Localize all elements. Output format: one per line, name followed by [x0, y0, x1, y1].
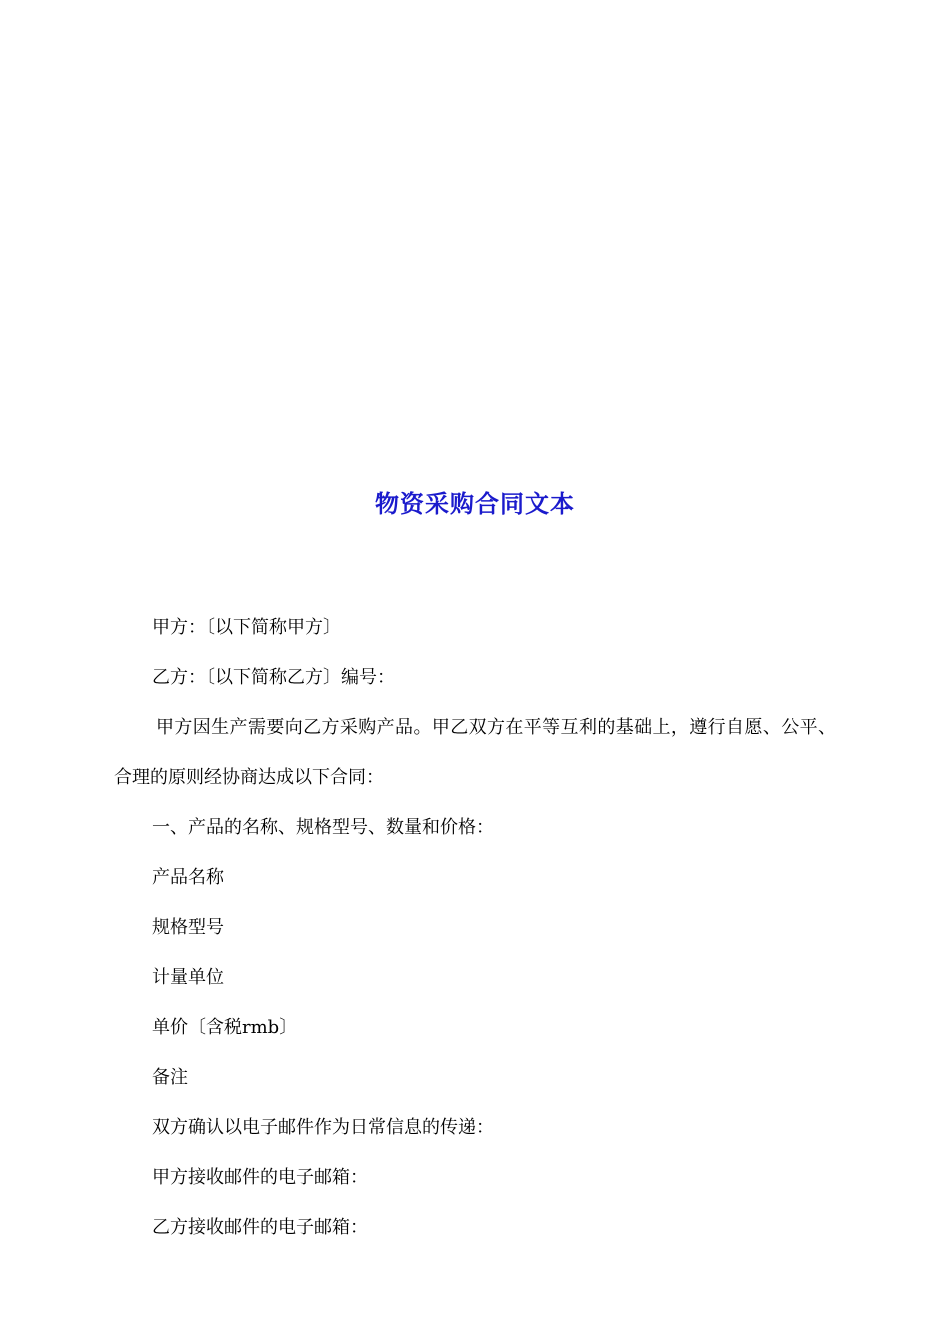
party-b-line: 乙方：〔以下简称乙方〕编号： [152, 667, 395, 688]
email-confirmation-line: 双方确认以电子邮件作为日常信息的传递： [152, 1117, 494, 1138]
field-product-name: 产品名称 [152, 867, 224, 888]
section-1-heading: 一、产品的名称、规格型号、数量和价格： [152, 817, 494, 838]
party-b-email-line: 乙方接收邮件的电子邮箱： [152, 1217, 368, 1238]
document-body [114, 603, 836, 1253]
document-title: 物资采购合同文本 [375, 489, 575, 518]
field-unit-price: 单价〔含税rmb〕 [152, 1017, 298, 1038]
field-spec-model: 规格型号 [152, 917, 224, 938]
field-unit: 计量单位 [152, 967, 224, 988]
party-a-line: 甲方：〔以下简称甲方〕 [152, 617, 341, 638]
preamble-paragraph: 甲方因生产需要向乙方采购产品。甲乙双方在平等互利的基础上，遵行自愿、公平、合理的原则经协商达成以下合同： [114, 717, 836, 788]
party-a-email-line: 甲方接收邮件的电子邮箱： [152, 1167, 368, 1188]
field-remarks: 备注 [152, 1067, 188, 1088]
